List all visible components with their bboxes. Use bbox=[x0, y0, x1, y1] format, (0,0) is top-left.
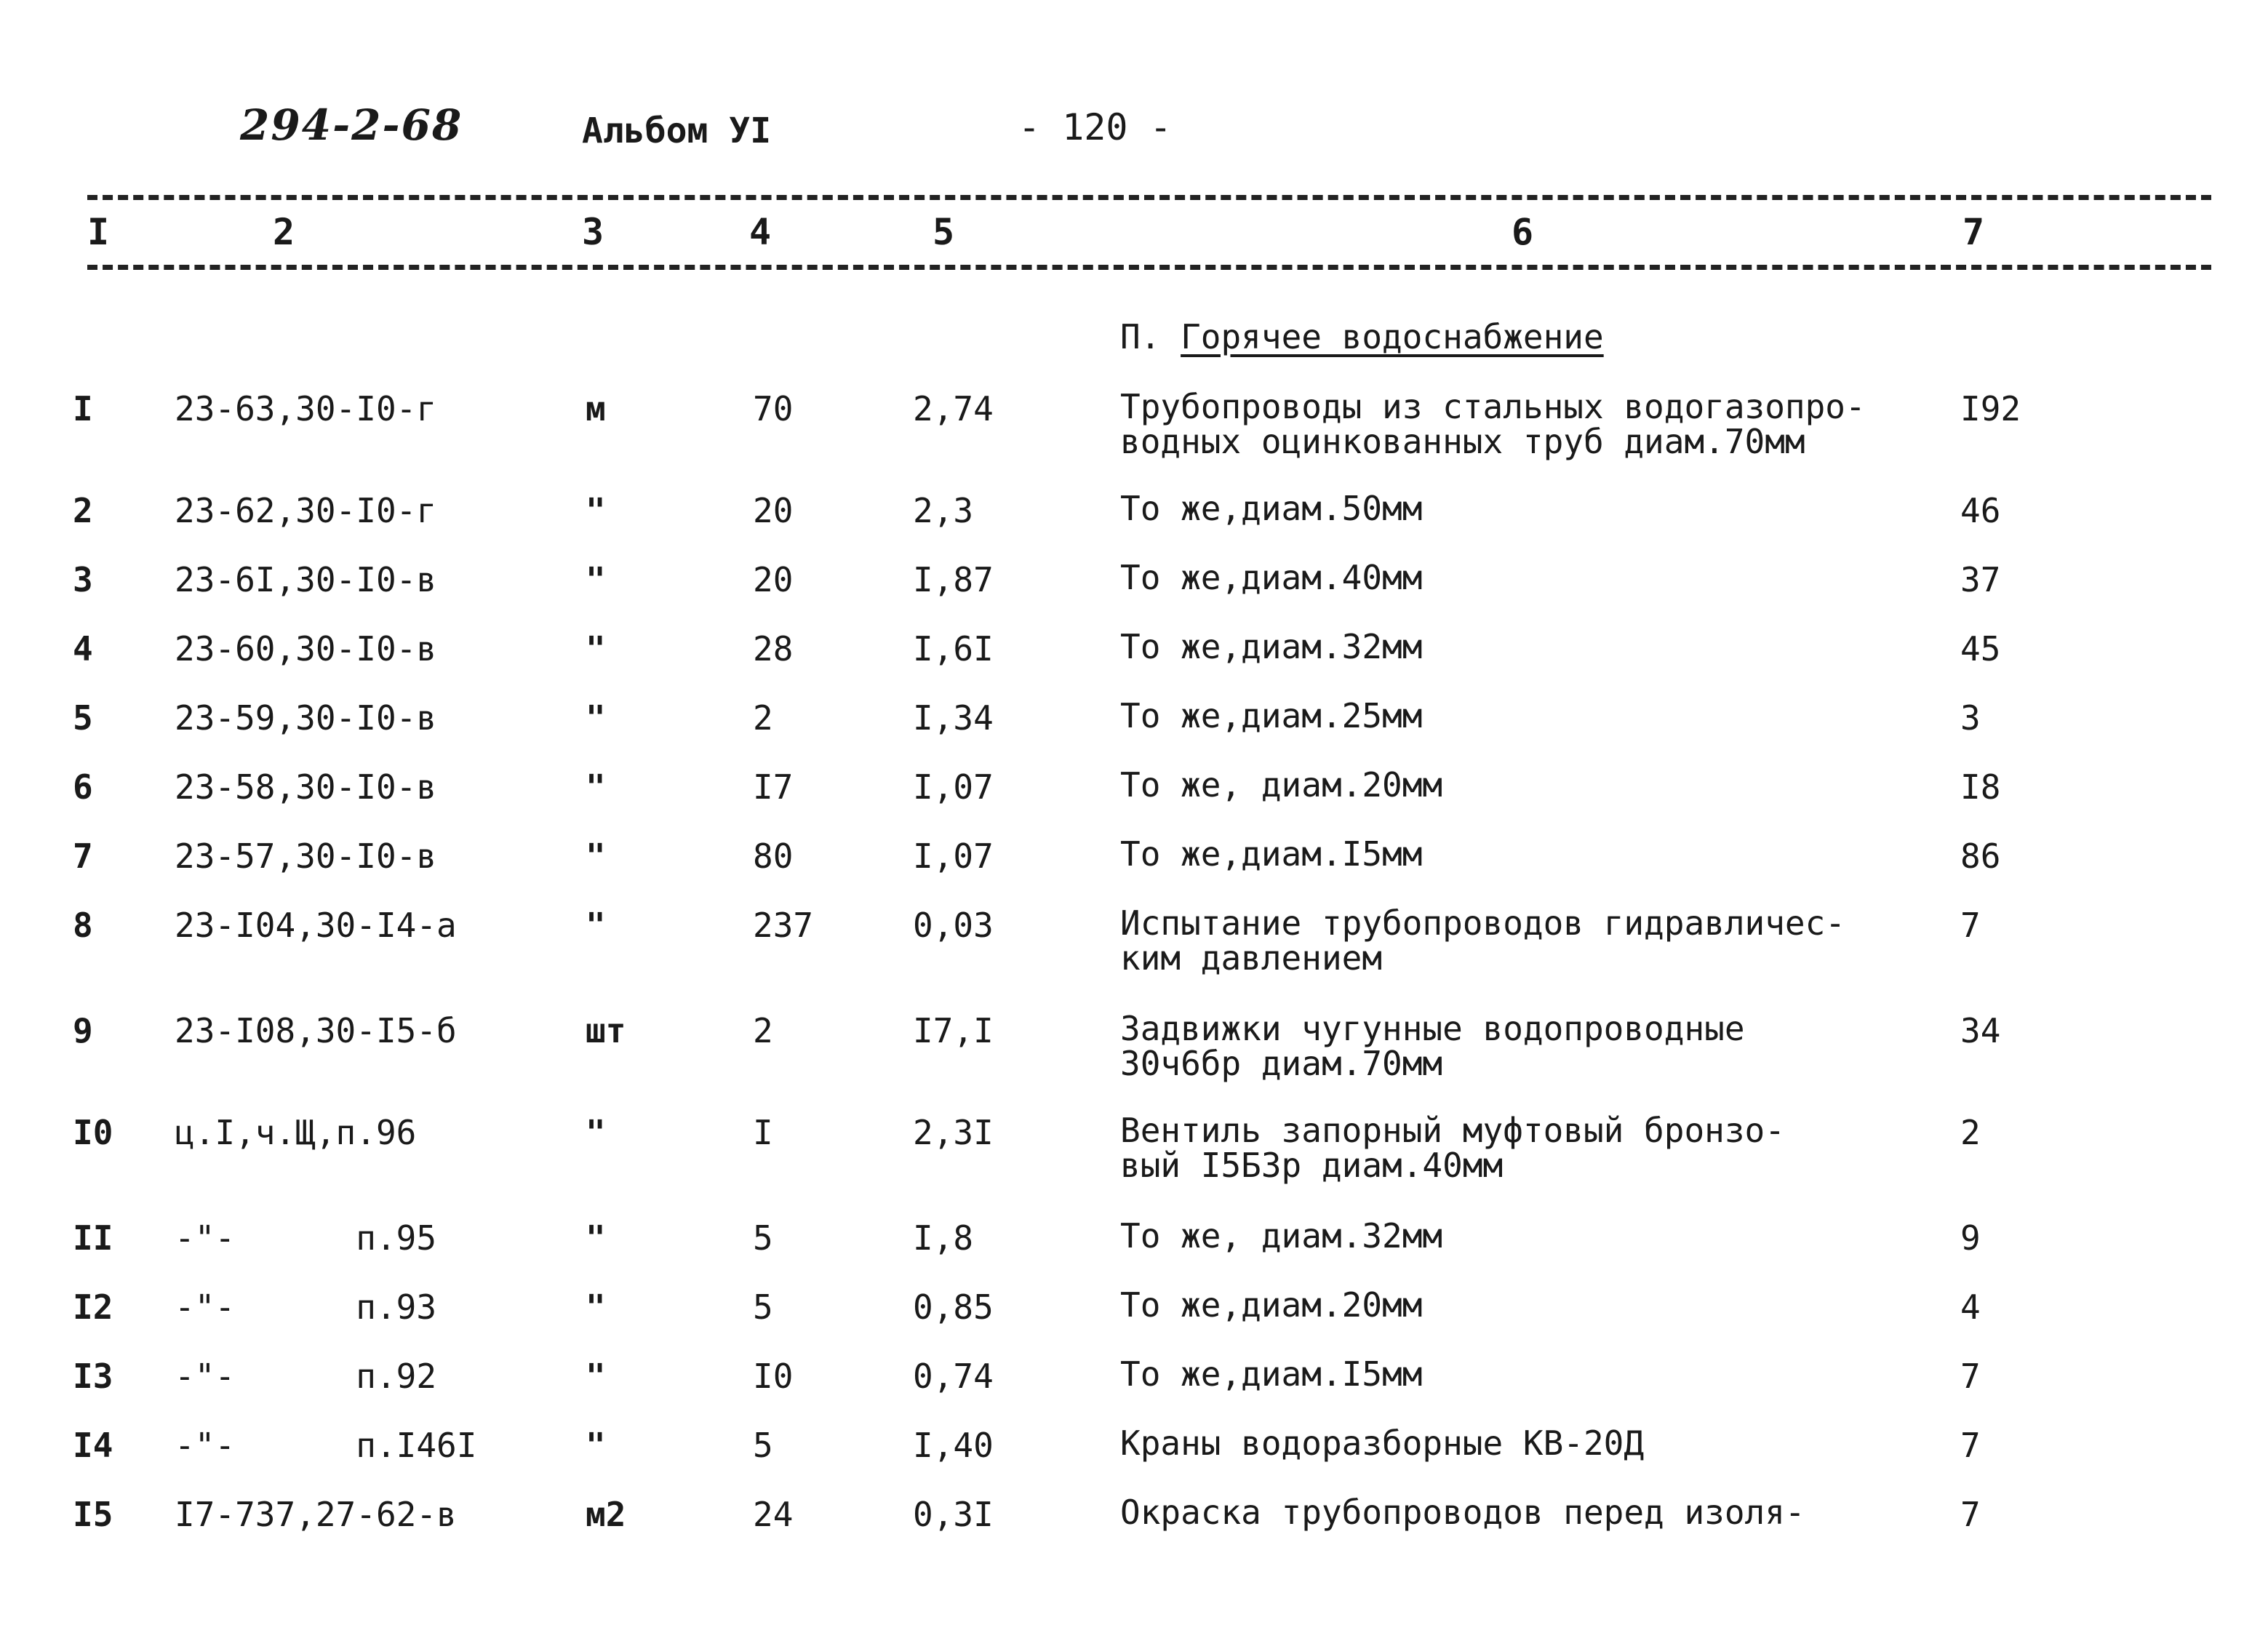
column-header-7: 7 bbox=[1962, 211, 1985, 253]
row-code: 23-60,30-I0-в bbox=[175, 629, 437, 668]
row-rate: 2,3 bbox=[913, 491, 974, 530]
row-total: I92 bbox=[1960, 389, 2021, 428]
row-description: То же,диам.I5мм bbox=[1120, 1354, 1423, 1394]
album-label: Альбом УI bbox=[582, 111, 772, 151]
row-number: 2 bbox=[73, 491, 93, 530]
row-unit: " bbox=[586, 906, 606, 945]
column-header-5: 5 bbox=[933, 211, 955, 253]
row-number: I4 bbox=[73, 1426, 113, 1465]
row-total: 86 bbox=[1960, 837, 2001, 876]
row-unit: м bbox=[586, 389, 606, 428]
row-total: 7 bbox=[1960, 1357, 1981, 1396]
row-number: I5 bbox=[73, 1495, 113, 1534]
row-quantity: 20 bbox=[753, 491, 794, 530]
row-rate: 0,3I bbox=[913, 1495, 994, 1534]
row-total: 37 bbox=[1960, 560, 2001, 599]
row-rate: 0,85 bbox=[913, 1287, 994, 1327]
row-quantity: 80 bbox=[753, 837, 794, 876]
column-header-6: 6 bbox=[1512, 211, 1534, 253]
row-quantity: I7 bbox=[753, 767, 794, 807]
row-description: Вентиль запорный муфтовый бронзо- вый I5Б3р диам.40мм bbox=[1120, 1111, 1785, 1185]
row-quantity: I0 bbox=[753, 1357, 794, 1396]
row-unit: " bbox=[586, 698, 606, 738]
row-total: 45 bbox=[1960, 629, 2001, 668]
row-description: То же,диам.25мм bbox=[1120, 696, 1423, 735]
section-heading bbox=[1120, 317, 1604, 356]
row-code: 23-I04,30-I4-а bbox=[175, 906, 457, 945]
row-number: 7 bbox=[73, 837, 93, 876]
row-unit: " bbox=[586, 1218, 606, 1258]
row-total: 4 bbox=[1960, 1287, 1981, 1327]
page-number: - 120 - bbox=[1018, 106, 1172, 148]
row-rate: I,40 bbox=[913, 1426, 994, 1465]
row-description: То же, диам.20мм bbox=[1120, 765, 1443, 804]
row-quantity: 70 bbox=[753, 389, 794, 428]
row-rate: 0,74 bbox=[913, 1357, 994, 1396]
row-code: I7-737,27-62-в bbox=[175, 1495, 457, 1534]
row-number: 8 bbox=[73, 906, 93, 945]
row-quantity: 24 bbox=[753, 1495, 794, 1534]
row-total: 7 bbox=[1960, 906, 1981, 945]
row-number: I2 bbox=[73, 1287, 113, 1327]
row-quantity: 28 bbox=[753, 629, 794, 668]
row-rate: I,6I bbox=[913, 629, 994, 668]
row-description: Испытание трубопроводов гидравличес- ким давлением bbox=[1120, 903, 1845, 978]
row-rate: I,8 bbox=[913, 1218, 974, 1258]
row-quantity: 2 bbox=[753, 1011, 773, 1050]
row-rate: I,07 bbox=[913, 767, 994, 807]
row-total: 3 bbox=[1960, 698, 1981, 738]
row-description: Задвижки чугунные водопроводные 30ч6бр диам.70мм bbox=[1120, 1009, 1745, 1083]
row-rate: 0,03 bbox=[913, 906, 994, 945]
row-number: 3 bbox=[73, 560, 93, 599]
row-number: I3 bbox=[73, 1357, 113, 1396]
row-code: -"- п.95 bbox=[175, 1218, 437, 1258]
row-number: I0 bbox=[73, 1113, 113, 1152]
row-quantity: 2 bbox=[753, 698, 773, 738]
row-number: 9 bbox=[73, 1011, 93, 1050]
row-unit: м2 bbox=[586, 1495, 626, 1534]
row-code: -"- п.I46I bbox=[175, 1426, 477, 1465]
column-header-4: 4 bbox=[749, 211, 772, 253]
row-code: 23-62,30-I0-г bbox=[175, 491, 437, 530]
row-quantity: 5 bbox=[753, 1287, 773, 1327]
row-unit: " bbox=[586, 560, 606, 599]
row-number: 6 bbox=[73, 767, 93, 807]
row-quantity: 5 bbox=[753, 1426, 773, 1465]
column-header-3: 3 bbox=[582, 211, 604, 253]
row-rate: 2,3I bbox=[913, 1113, 994, 1152]
row-code: 23-I08,30-I5-б bbox=[175, 1011, 457, 1050]
row-code: 23-58,30-I0-в bbox=[175, 767, 437, 807]
bottom-dashed-rule bbox=[87, 265, 2211, 270]
row-description: То же,диам.32мм bbox=[1120, 627, 1423, 666]
row-unit: " bbox=[586, 629, 606, 668]
row-number: I bbox=[73, 389, 93, 428]
row-total: 7 bbox=[1960, 1426, 1981, 1465]
row-code: 23-57,30-I0-в bbox=[175, 837, 437, 876]
row-number: II bbox=[73, 1218, 113, 1258]
row-total: 9 bbox=[1960, 1218, 1981, 1258]
row-rate: I,34 bbox=[913, 698, 994, 738]
row-unit: " bbox=[586, 837, 606, 876]
column-header-2: 2 bbox=[273, 211, 295, 253]
row-code: ц.I,ч.Щ,п.96 bbox=[175, 1113, 417, 1152]
row-total: 34 bbox=[1960, 1011, 2001, 1050]
row-code: -"- п.92 bbox=[175, 1357, 437, 1396]
row-code: 23-63,30-I0-г bbox=[175, 389, 437, 428]
section-number: П. bbox=[1120, 317, 1161, 356]
row-rate: I,87 bbox=[913, 560, 994, 599]
row-unit: " bbox=[586, 1426, 606, 1465]
row-total: I8 bbox=[1960, 767, 2001, 807]
row-unit: " bbox=[586, 1113, 606, 1152]
top-dashed-rule bbox=[87, 195, 2211, 200]
row-rate: 2,74 bbox=[913, 389, 994, 428]
row-code: -"- п.93 bbox=[175, 1287, 437, 1327]
row-quantity: 5 bbox=[753, 1218, 773, 1258]
row-description: Трубопроводы из стальных водогазопро- водных оцинкованных труб диам.70мм bbox=[1120, 387, 1866, 461]
row-unit: " bbox=[586, 491, 606, 530]
row-code: 23-6I,30-I0-в bbox=[175, 560, 437, 599]
row-description: То же, диам.32мм bbox=[1120, 1216, 1443, 1255]
row-quantity: 20 bbox=[753, 560, 794, 599]
row-total: 2 bbox=[1960, 1113, 1981, 1152]
row-quantity: I bbox=[753, 1113, 773, 1152]
row-description: Окраска трубопроводов перед изоля- bbox=[1120, 1493, 1805, 1532]
row-quantity: 237 bbox=[753, 906, 814, 945]
row-total: 7 bbox=[1960, 1495, 1981, 1534]
row-number: 5 bbox=[73, 698, 93, 738]
row-description: То же,диам.20мм bbox=[1120, 1285, 1423, 1325]
row-rate: I,07 bbox=[913, 837, 994, 876]
section-title: Горячее водоснабжение bbox=[1181, 317, 1604, 356]
row-code: 23-59,30-I0-в bbox=[175, 698, 437, 738]
column-header-1: I bbox=[87, 211, 110, 253]
document-number: 294-2-68 bbox=[240, 100, 463, 150]
row-description: То же,диам.50мм bbox=[1120, 489, 1423, 528]
row-unit: " bbox=[586, 1287, 606, 1327]
row-description: То же,диам.40мм bbox=[1120, 558, 1423, 597]
row-unit: " bbox=[586, 1357, 606, 1396]
row-number: 4 bbox=[73, 629, 93, 668]
row-description: Краны водоразборные КВ-20Д bbox=[1120, 1424, 1645, 1463]
row-unit: шт bbox=[586, 1011, 626, 1050]
row-unit: " bbox=[586, 767, 606, 807]
row-description: То же,диам.I5мм bbox=[1120, 834, 1423, 874]
row-rate: I7,I bbox=[913, 1011, 994, 1050]
row-total: 46 bbox=[1960, 491, 2001, 530]
